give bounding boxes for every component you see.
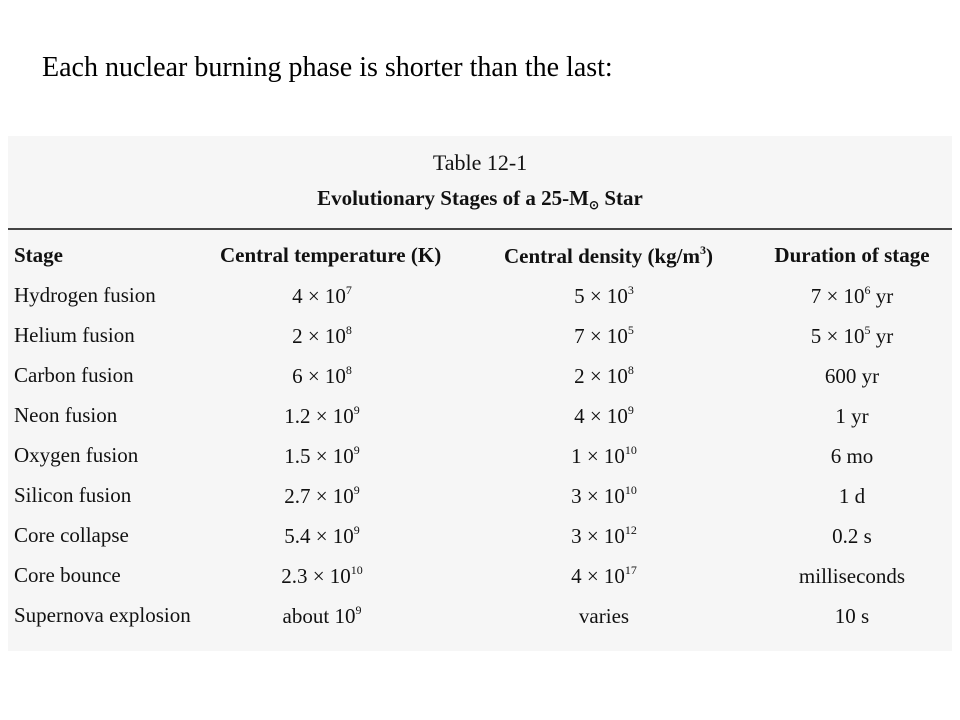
cell-duration xyxy=(774,283,930,309)
cell-temperature xyxy=(220,403,424,429)
table-row xyxy=(14,396,946,436)
value-base: 1 × 10 xyxy=(571,444,625,468)
value-base: 3 × 10 xyxy=(571,484,625,508)
value-unit: yr xyxy=(870,324,894,348)
cell-density xyxy=(504,363,704,389)
value-base: varies xyxy=(578,604,630,628)
value-base: 2.7 × 10 xyxy=(284,484,354,508)
value-exponent: 5 xyxy=(627,323,634,337)
value-exponent: 9 xyxy=(355,603,362,617)
value-unit: yr xyxy=(870,284,894,308)
value-exponent: 17 xyxy=(624,563,637,577)
cell-temperature xyxy=(220,563,424,589)
cell-density xyxy=(504,323,704,349)
value-exponent: 9 xyxy=(627,403,634,417)
value-exponent: 8 xyxy=(345,363,352,377)
cell-temperature xyxy=(220,443,424,469)
value-exponent: 8 xyxy=(627,363,634,377)
stages-table xyxy=(14,236,946,636)
table-title-prefix: Evolutionary Stages of a 25-M xyxy=(317,186,589,210)
cell-stage: Core bounce xyxy=(14,563,121,587)
value-base: about 10 xyxy=(282,604,356,628)
value-exponent: 12 xyxy=(624,523,637,537)
cell-density xyxy=(504,403,704,429)
value-exponent: 10 xyxy=(624,443,637,457)
value-base: 5.4 × 10 xyxy=(284,524,354,548)
density-header-exponent: 3 xyxy=(700,243,706,257)
value-exponent: 5 xyxy=(864,323,871,337)
cell-duration xyxy=(774,523,930,549)
table-row xyxy=(14,436,946,476)
cell-temperature xyxy=(220,603,424,629)
value-exponent: 10 xyxy=(624,483,637,497)
cell-duration xyxy=(774,483,930,509)
value-base: 1.5 × 10 xyxy=(284,444,354,468)
table-row xyxy=(14,596,946,636)
cell-duration xyxy=(774,603,930,629)
header-stage: Stage xyxy=(14,243,63,267)
value-base: 1 yr xyxy=(835,404,869,428)
table-title-suffix: Star xyxy=(599,186,643,210)
value-base: 2 × 10 xyxy=(574,364,628,388)
table-body xyxy=(14,276,946,636)
value-exponent: 10 xyxy=(350,563,363,577)
cell-stage: Core collapse xyxy=(14,523,129,547)
cell-density xyxy=(504,283,704,309)
density-header-text: Central density (kg/m xyxy=(504,244,700,268)
table-number: Table 12-1 xyxy=(432,150,528,175)
table-image-panel xyxy=(8,136,952,651)
header-central-temperature: Central temperature (K) xyxy=(220,243,442,267)
value-exponent: 9 xyxy=(353,483,360,497)
cell-temperature xyxy=(220,483,424,509)
value-base: milliseconds xyxy=(798,564,906,588)
value-base: 0.2 s xyxy=(832,524,872,548)
value-base: 4 × 10 xyxy=(571,564,625,588)
slide-heading: Each nuclear burning phase is shorter than the last: xyxy=(42,52,613,83)
value-exponent: 7 xyxy=(345,283,352,297)
cell-density xyxy=(504,443,704,469)
value-exponent: 9 xyxy=(353,443,360,457)
cell-stage: Neon fusion xyxy=(14,403,118,427)
value-base: 4 × 10 xyxy=(292,284,346,308)
value-base: 7 × 10 xyxy=(574,324,628,348)
table-header-row xyxy=(14,236,946,276)
table-row xyxy=(14,316,946,356)
value-base: 5 × 10 xyxy=(810,324,865,348)
value-exponent: 3 xyxy=(627,283,634,297)
value-base: 2 × 10 xyxy=(292,324,346,348)
cell-temperature xyxy=(220,363,424,389)
cell-temperature xyxy=(220,323,424,349)
table-row xyxy=(14,476,946,516)
value-base: 7 × 10 xyxy=(810,284,865,308)
header-central-density xyxy=(504,243,713,269)
cell-stage: Silicon fusion xyxy=(14,483,132,507)
value-exponent: 9 xyxy=(353,523,360,537)
cell-duration xyxy=(774,403,930,429)
value-base: 600 yr xyxy=(824,364,880,388)
cell-temperature xyxy=(220,523,424,549)
table-row xyxy=(14,356,946,396)
value-base: 6 × 10 xyxy=(292,364,346,388)
cell-density xyxy=(504,523,704,549)
value-base: 6 mo xyxy=(830,444,874,468)
value-base: 10 s xyxy=(834,604,870,628)
density-header-close: ) xyxy=(706,244,713,268)
cell-duration xyxy=(774,323,930,349)
cell-density xyxy=(504,603,704,629)
value-base: 1.2 × 10 xyxy=(284,404,354,428)
table-title xyxy=(8,186,952,213)
value-exponent: 9 xyxy=(353,403,360,417)
cell-stage: Hydrogen fusion xyxy=(14,283,156,307)
header-duration: Duration of stage xyxy=(774,243,930,267)
cell-stage: Oxygen fusion xyxy=(14,443,139,467)
cell-duration xyxy=(774,443,930,469)
value-exponent: 6 xyxy=(864,283,871,297)
value-exponent: 8 xyxy=(345,323,352,337)
cell-temperature xyxy=(220,283,424,309)
value-base: 4 × 10 xyxy=(574,404,628,428)
value-base: 1 d xyxy=(838,484,866,508)
cell-stage: Helium fusion xyxy=(14,323,135,347)
value-base: 5 × 10 xyxy=(574,284,628,308)
value-base: 3 × 10 xyxy=(571,524,625,548)
cell-stage: Supernova explosion xyxy=(14,603,191,627)
cell-duration xyxy=(774,563,930,589)
sun-symbol: ⊙ xyxy=(589,198,600,212)
value-base: 2.3 × 10 xyxy=(281,564,351,588)
table-row xyxy=(14,556,946,596)
cell-stage: Carbon fusion xyxy=(14,363,134,387)
table-row xyxy=(14,516,946,556)
cell-density xyxy=(504,483,704,509)
table-header-rule xyxy=(8,228,952,230)
cell-duration xyxy=(774,363,930,389)
table-row xyxy=(14,276,946,316)
cell-density xyxy=(504,563,704,589)
